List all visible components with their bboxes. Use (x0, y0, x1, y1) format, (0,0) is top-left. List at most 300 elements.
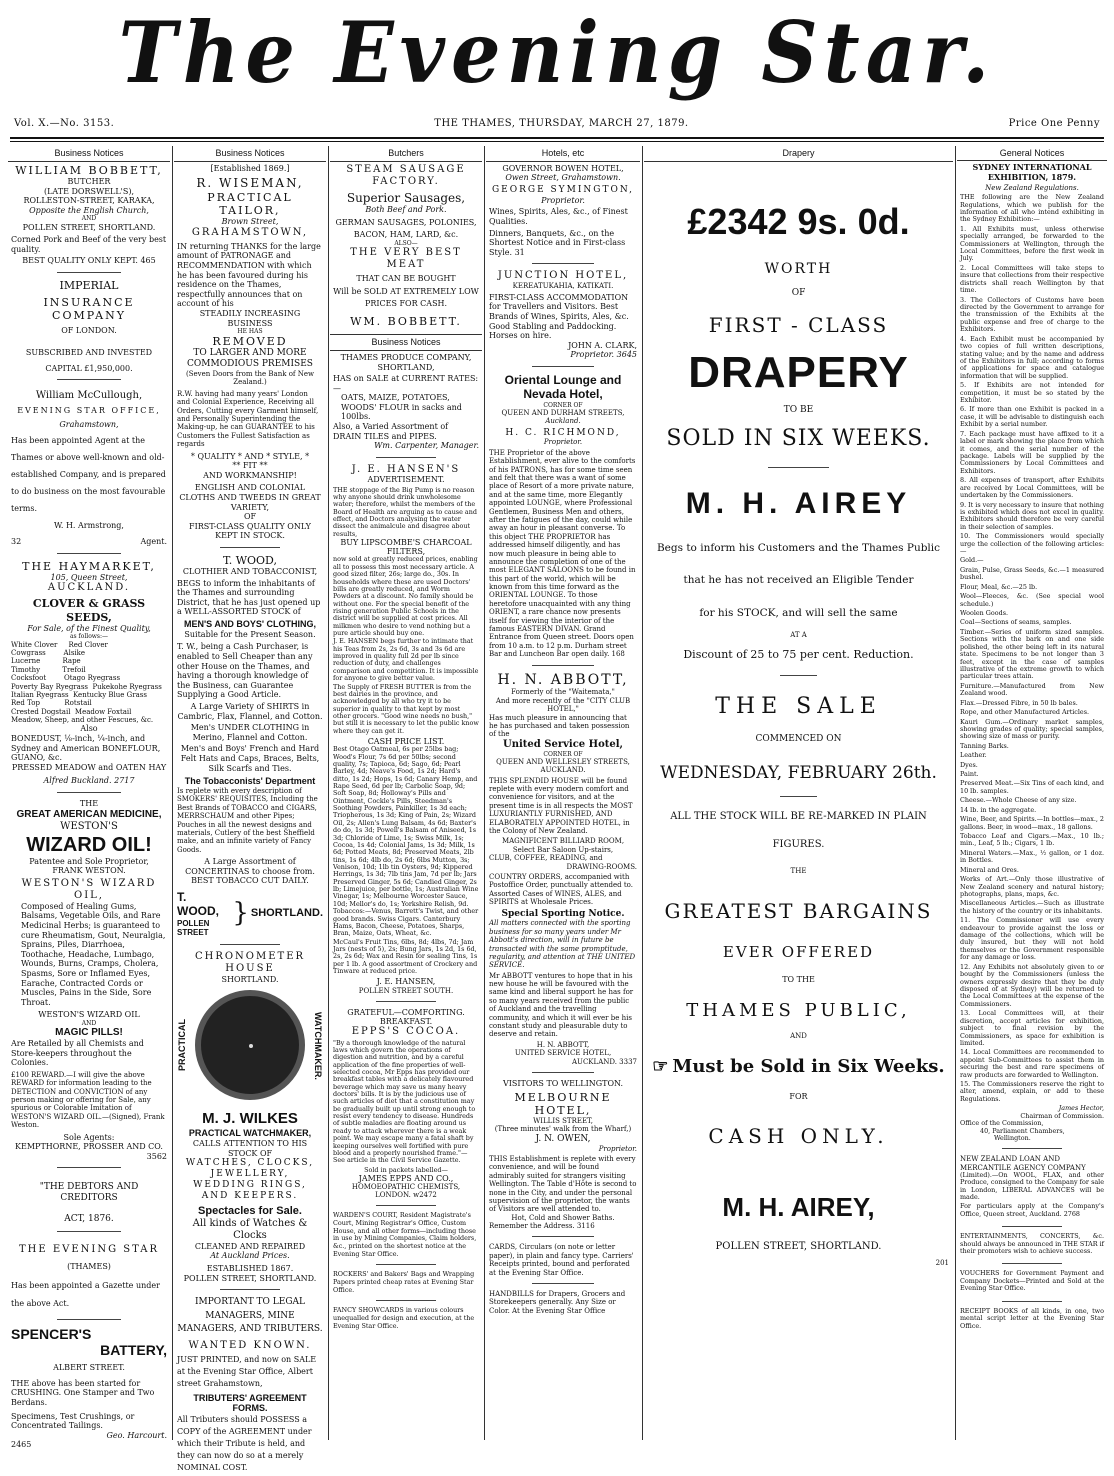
ad-title: MELBOURNE HOTEL, (514, 1090, 612, 1117)
divider (376, 1300, 437, 1301)
ad-line: 105, Queen Street, (50, 572, 128, 582)
ad-body: THE above has been started for CRUSHING. One Stamper and Two Berdans. (11, 1378, 155, 1407)
ad-haymarket (8, 558, 170, 788)
ad-line: Agent. (140, 537, 167, 547)
ad-body: All matters connected with the sporting business for so many years under Mr Abbott's direction, will in future be transacted with the same promptitude, regularity, and attention at THE UNITED SERVICE. (489, 919, 636, 970)
ad-line: AND (81, 1019, 97, 1027)
seed-list-item: Cowgrass Alsike (11, 648, 86, 657)
section-header: Drapery (644, 146, 953, 162)
regulation-item: Tobacco Leaf and Cigars.—Max., 10 lb.; min., Leaf, 5 lb.; Cigars, 1 lb. (960, 831, 1104, 848)
top-rule-thin (10, 141, 1104, 142)
ad-heading: SHORTLAND. (250, 907, 323, 920)
column-divider (172, 146, 173, 1440)
ad-line: AUCKLAND. 3337 (572, 1057, 637, 1066)
notice-intro: THE following are the New Zealand Regulations, which we publish for the information of all who intend exhibiting in the Sydney Exhibition:— (960, 193, 1104, 224)
ad-line: Proprietor. (543, 438, 583, 447)
ad-wizard-oil (8, 797, 170, 1163)
divider (57, 379, 122, 380)
seed-list-item: Red Top Rotstail (11, 699, 92, 708)
ad-body: CARDS, Circulars (on note or letter paper), in plain and fancy type. Carriers' Receipts printed, bound and perforated at the Evening Star Office. (489, 1243, 634, 1277)
notice-loan (957, 1153, 1107, 1222)
notice-line: Office of the Commission, (960, 1119, 1044, 1128)
ad-line: EVENING STAR OFFICE, (17, 406, 161, 416)
divider (376, 1205, 437, 1206)
notice-line: Wellington. (994, 1134, 1031, 1143)
divider (532, 263, 594, 264)
ad-fancy (330, 1305, 482, 1332)
regulations-list (960, 226, 1104, 1104)
ad-title: J. E. HANSEN'S (351, 463, 461, 475)
ad-line: WILLIS STREET, (533, 1116, 593, 1125)
ad-epps-cocoa (330, 1006, 482, 1202)
ad-line: CLOTHIER AND TOBACCONIST, (182, 567, 318, 577)
ad-body: ROCKERS' and Bakers' Bags and Wrapping Papers printed cheap rates at Evening Star Office. (333, 1270, 475, 1294)
divider (780, 796, 817, 797)
ad-line: WESTON'S (60, 820, 118, 832)
drapery-line: ALL THE STOCK WILL BE RE-MARKED IN PLAIN (670, 810, 927, 822)
regulation-item: 9. It is very necessary to insure that nothing is exhibited which does not excel in quality. Exhibitors should therefore be very careful in their selection of samples. (960, 500, 1104, 531)
ad-heading: T. WOOD, (177, 889, 219, 919)
ad-line: A Large Variety of SHIRTS in Cambric, Flax, Flannel, and Cotton. (177, 702, 323, 721)
ad-line: CORNER OF (543, 401, 583, 409)
ad-body: McCaul's Fruit Tins, 6lbs, 8d; 4lbs, 7d; Jam Jars (nests of 5), 2s; Bung Jars, 1s 2d, 1s 6d, 2s, 2s 6d; Wax and Resin for sealing Tins, 1s per 1 lb. A good assortment of Crockery and Tinware at reduced price. (333, 937, 478, 976)
ad-heading: Superior Sausages, (346, 190, 466, 205)
ad-body: Wines, Spirits, Ales, &c., of Finest Qualities. (489, 207, 628, 226)
ad-line: HE HAS (237, 328, 263, 336)
ad-heading: GRATEFUL—COMFORTING. (347, 1007, 465, 1017)
regulation-item: Kauri Gum.—Ordinary market samples, showing grades of quality; special samples, showing size of mass or purity. (960, 717, 1104, 741)
ad-heading: IMPORTANT TO LEGAL MANAGERS, MINE MANAGERS, AND TRIBUTERS. (177, 1297, 323, 1335)
divider (220, 1289, 281, 1290)
ad-line: MAGNIFICENT BILLIARD ROOM, (501, 837, 625, 846)
ad-imperial (8, 277, 170, 375)
ad-signature: Geo. Harcourt. (106, 1430, 167, 1440)
ad-body: WARDEN'S COURT, Resident Magistrate's Court, Mining Registrar's Office, Custom House, and all other forms—including those in use by Mining Companies, Claim holders, &c., printed on the shortest notice at the Evening Star Office. (333, 1211, 477, 1258)
ad-line: Sold in packets labelled— (364, 1165, 448, 1174)
notice-body: RECEIPT BOOKS of all kinds, in one, two mental script letter at the Evening Star Office. (960, 1306, 1104, 1330)
drapery-line: TO BE (783, 405, 814, 416)
section-header: Business Notices (330, 334, 482, 351)
drapery-line: FOR (789, 1092, 808, 1102)
ad-line: BREAKFAST. (379, 1016, 433, 1026)
discount-line: Discount of 25 to 75 per cent. Reduction. (683, 647, 914, 661)
ad-heading: BUY LIPSCOMBE'S CHARCOAL FILTERS, (340, 538, 472, 557)
ad-line: PRACTICAL TAILOR, (207, 190, 293, 217)
ad-heading: WANTED KNOWN. (188, 1339, 312, 1351)
ad-heading: MAGIC PILLS! (55, 1027, 123, 1039)
ad-line: PRICES FOR CASH. (364, 299, 448, 309)
seed-list-item: White Clover Red Clover (11, 640, 108, 649)
divider (1002, 1301, 1062, 1302)
section-header: Business Notices (174, 146, 326, 162)
ad-side-label: WATCHMAKER. (313, 1011, 323, 1080)
regulation-item: 7. Each package must have affixed to it a label or mark showing the place from which it comes, and the serial number of the package. Labels will be supplied by the Commissioners by Local Committees and Exhibitors. (960, 429, 1104, 475)
masthead (0, 0, 1114, 108)
ad-line: WATCHES, CLOCKS, JEWELLERY, WEDDING RINGS, AND KEEPERS. (185, 1158, 315, 1201)
ad-title: EPPS'S COCOA. (351, 1026, 461, 1037)
ad-junction (486, 268, 640, 362)
divider (376, 1001, 437, 1002)
notice-body: For particulars apply at the Company's Office, Queen street, Auckland. 2768 (960, 1202, 1104, 1218)
notice-body: VOUCHERS for Government Payment and Company Dockets—Printed and Sold at the Evening Star Office. (960, 1269, 1104, 1293)
top-rule (10, 137, 1104, 139)
ad-mccullough (8, 384, 170, 548)
drapery-line: COMMENCED ON (755, 734, 842, 745)
regulation-item: Grain, Pulse, Grass Seeds, &c.—1 measured bushel. (960, 565, 1104, 582)
ad-line: A Large Assortment of CONCERTINAS to choose from. (185, 857, 315, 876)
ad-body: Composed of Healing Gums, Balsams, Vegetable Oils, and Rare Medicinal Herbs; is guaranteed to cure Rheumatism, Gout, Neuralgia, Sprains, Piles, Diarrhoea, Toothache, Headache, Lumbago, Wounds, Burns, Cramps, Cholera, Spasms, Sore or Inflamed Eyes, Earache, Contracted Cords or Muscles, Pains in the Side, Sore Throat. (21, 901, 166, 1007)
ad-title: IMPERIAL (59, 278, 119, 292)
ad-cards (486, 1241, 640, 1279)
ad-wilkes (174, 1108, 326, 1285)
ad-line: QUEEN AND WELLESLEY STREETS, AUCKLAND. (496, 757, 630, 775)
ad-line: CLEANED AND REPAIRED (194, 1241, 306, 1251)
ad-line: OF LONDON. (61, 326, 117, 336)
ad-title: Oriental Lounge and Nevada Hotel, (504, 372, 622, 402)
divider (376, 1264, 437, 1265)
ad-body: Has been appointed Agent at the Thames or above well-known and old-established Company, and is prepared to do business on the most favourable terms. (11, 436, 166, 513)
column-divider (955, 146, 956, 1440)
seed-list-item: Timothy Trefoil (11, 665, 86, 674)
ad-name: M. J. WILKES (202, 1110, 298, 1128)
ad-body: IN returning THANKS for the large amount of PATRONAGE and RECOMMENDATION with which he has been favoured during his residence on the Thames, respectfully announces that on account of his (177, 241, 321, 309)
ad-line: Remember the Address. 3116 (489, 1222, 595, 1231)
ad-line: KEMPTHORNE, PROSSER AND CO. (15, 1142, 163, 1152)
notice-line: 40, Parliament Chambers, (980, 1126, 1065, 1135)
ad-line: "THE DEBTORS AND CREDITORS (39, 1182, 139, 1204)
ad-body: Has been appointed a Gazette under the above Act. (11, 1281, 160, 1308)
drapery-line: THE (790, 866, 807, 875)
ad-signature: WM. BOBBETT. (350, 314, 462, 328)
ad-body: Best Otago Oatmeal, 6s per 25lbs bag; Wood's Flour, 7s 6d per 50lbs; second quality, 7s; Tapioca, 6d; Sago, 6d; Pearl Barley, 4d; Neave's Food, 1s 2d; Hard's ditto, 1s 2d; Hops, 1s 6d; Canary Hemp, and Rape Seed, 6d per lb; Carbolic Soap, 9d; Soft Soap, 8d; Holloway's Pills and Ointment, Cockle's Pills, Steedman's Soothing Powders, Painkiller, 1s 3d each; Triopherous, 1s 3d; King of Pain, 2s; Wizard Oil, 2s; Allen's Lung Balsam, 4s 6d; Baxter's do do, 1s 3d; Powell's Balsam of Aniseed, 1s 3d; Chloride of Lime, 1s; Swiss Milk, 1s; Cocoa, 1s 4d; Colonial Jams, 1s 3d; Milk, 1s 6d; Potted Meats, 8d; Preserved Meats, 2lb tins, 1s 6d; 4lb do, 2s 6d; 6lbs Mutton, 3s; Venison, 10d; 1lb tin Oysters, 9d; Kippered Herrings, 1s 3d; 7lb tins Jam, 7d per lb; Jars Preserved Ginger, 5s 6d; Candied Ginger, 2s lb; Limejuice, per bottle, 1s; Australian Wine Vinegar, 1s; Melbourne Worcester Sauce, 10d; Mellor's do, 1s; Yorkshire Relish, 9d. Tobaccos:—Venus, Barrett's Twist, and other good brands. Swiss Cigars. Canterbury Hams, Bacon, Cheese, Potatoes, Sharps, Bran, Maize, Oats, Wheat, &c. (333, 745, 479, 938)
ad-line: THE (79, 799, 99, 809)
ad-line: WESTON'S WIZARD OIL, (21, 877, 157, 901)
regulation-item: Coal—Sections of seams, samples. (960, 618, 1072, 627)
divider (220, 547, 281, 548)
ad-line: ESTABLISHED 1867. (206, 1264, 294, 1273)
ad-body: £100 REWARD.—I will give the above REWARD for information leading to the DETECTION and CONVICTION of any person making or offering for Sale, any spurious or Colorable Imitation of WESTON'S WIZARD OIL.—(Signed), Frank Weston. (11, 1070, 165, 1130)
ad-debtors (8, 1172, 170, 1226)
ad-produce (330, 351, 482, 453)
drapery-heading: GREATEST BARGAINS (664, 898, 933, 923)
divider (1002, 1148, 1062, 1149)
ad-line: Proprietor. (541, 195, 585, 205)
drapery-line: Begs to inform his Customers and the Thames Public (656, 541, 941, 554)
column-business-notices-1 (8, 146, 170, 1450)
seed-list-item: Meadow, Sheep, and other Fescues, &c. (11, 716, 154, 725)
regulation-item: Rope, and other Manufactured Articles. (960, 708, 1090, 717)
column-drapery (644, 146, 953, 1440)
ad-title: JUNCTION HOTEL, (497, 270, 629, 282)
ad-line: TO LARGER AND MORE COMMODIOUS PREMISES (187, 348, 313, 370)
ad-steam-sausage (330, 162, 482, 330)
ad-line: POLLEN STREET, SHORTLAND. (22, 222, 156, 232)
section-header: Business Notices (8, 146, 170, 162)
ad-heading: WIZARD OIL! (26, 833, 152, 856)
column-general-notices (957, 146, 1107, 1440)
ad-line: ENGLISH AND COLONIAL CLOTHS AND TWEEDS IN GREAT VARIETY, (179, 483, 321, 512)
ad-body: Also, a Varied Assortment of DRAIN TILES and PIPES. (333, 422, 449, 441)
ad-heading: Special Sporting Notice. (501, 908, 625, 919)
ad-body: All Tributers should POSSESS a COPY of the AGREEMENT under which their Tribute is held, and they can now do so at a merely NOMINAL COST. (177, 1415, 312, 1473)
ad-line: ROLLESTON-STREET, KARAKA, (23, 196, 155, 206)
ad-line: And more recently of the "CITY CLUB HOTEL," (495, 696, 631, 714)
clock-image (195, 990, 305, 1100)
ad-oriental (486, 371, 640, 661)
ad-body: FIRST-CLASS ACCOMMODATION for Travellers and Visitors. Best Brands of Wines, Spirits, Ales, &c. Good Stabling and Paddocking. Horses on hire. (489, 292, 629, 341)
ad-body: HANDBILLS for Drapers, Grocers and Storekeepers generally. Any Size or Color. At the Evening Star Office (489, 1290, 626, 1315)
ad-body: The Supply of FRESH BUTTER is from the best dairies in the province, and acknowledged by all who try it to be superior in quality to that kept by most other grocers. "Good wine needs no bush," but still it is necessary to let the public know where they can get it. (333, 682, 479, 735)
ad-wiseman (174, 162, 326, 543)
ad-line: CORNER OF (543, 750, 583, 758)
ad-body: Is replete with every description of SMOKERS' REQUISITES, Including the Best Brands of TOBACCO and CIGARS, MERRSCHAUM and other Pipes; Pouches in all the newest designs and materials, Cutlery of the best Sheffield make, and an infinite variety of Fancy Goods. (177, 786, 318, 854)
drapery-line: FIRST - CLASS (708, 312, 889, 337)
ad-line: THAT CAN BE BOUGHT (356, 274, 456, 284)
regulation-item: 3. The Collectors of Customs have been directed by the Government to arrange for the transmission of the Exhibits at the public expense and free of charge to the Exhibitors. (960, 295, 1104, 334)
ad-line: FRANK WESTON. (52, 866, 126, 876)
ad-line: Opposite the English Church, (29, 205, 149, 215)
ad-body: J. E. HANSEN begs further to intimate that his Teas from 2s, 2s 6d, 3s and 3s 6d are improved in quality full 2d per lb since reduction of duty, and challenges comparison and competition. It is impossible for anyone to give better value. (333, 637, 479, 683)
ad-line: Both Beef and Pork. (365, 205, 447, 215)
ad-spencer (8, 1324, 170, 1452)
divider (532, 1236, 594, 1237)
ad-heading: TRIBUTERS' AGREEMENT FORMS. (193, 1392, 307, 1414)
ad-line: Men's UNDER CLOTHING in Merino, Flannel and Cotton. (190, 723, 310, 742)
ad-body: FANCY SHOWCARDS in various colours unequalled for design and execution, at the Evening Star Office. (333, 1306, 475, 1330)
ad-line: UNITED SERVICE HOTEL, (514, 1049, 612, 1058)
drapery-emphasis (644, 1056, 953, 1078)
notice-vouchers (957, 1268, 1107, 1296)
ad-line: JAMES EPPS AND CO., (358, 1173, 454, 1183)
drapery-heading: THAMES PUBLIC, (686, 1000, 911, 1022)
regulation-item: 11. The Commissioner will use every endeavour to provide against the loss or damage of the collections, which will be duly insured, but they will not hold themselves or the Government responsible for any damage or loss. (960, 916, 1104, 962)
regulation-item: 15. The Commissioners reserve the right to alter, amend, explain, or add to these Regulations. (960, 1080, 1104, 1103)
ad-line: Formerly of the "Waitemata," (511, 688, 615, 697)
ad-title: INSURANCE COMPANY (43, 296, 135, 323)
divider (57, 792, 122, 793)
divider (220, 944, 281, 945)
ad-line: At Auckland Prices. (210, 1251, 290, 1261)
regulation-item: Mineral Waters.—Max., ½ gallon, or 1 doz. in Bottles. (960, 848, 1104, 865)
column-divider (484, 146, 485, 1440)
ad-line: Proprietor. (598, 1144, 637, 1153)
notice-title: NEW ZEALAND LOAN AND MERCANTILE AGENCY COMPANY (960, 1155, 1086, 1172)
ad-chronometer (174, 949, 326, 1109)
ad-line: CAPITAL £1,950,000. (45, 363, 133, 373)
divider (57, 1231, 122, 1232)
ad-hansen (330, 462, 482, 997)
ad-line: KEREATUKAHIA, KATIKATI. (512, 282, 614, 291)
divider (57, 553, 122, 554)
ad-name: WILLIAM BOBBETT, (15, 163, 163, 177)
ad-body: Corned Pork and Beef of the very best quality. (11, 235, 167, 254)
ad-line: BACON, HAM, LARD, &c. (353, 230, 459, 240)
ad-name: William McCullough, (35, 390, 143, 402)
ad-line: BEST QUALITY ONLY KEPT. 465 (22, 256, 156, 266)
regulation-item: Cheese.—Whole Cheese of any size. (960, 796, 1077, 805)
issue-date: THE THAMES, THURSDAY, MARCH 27, 1879. (434, 118, 689, 129)
ad-body: "By a thorough knowledge of the natural laws which govern the operations of digestion and nutrition, and by a careful application of the fine properties of well-selected cocoa, Mr Epps has provided our breakfast tables with a delicately flavoured beverage which may save us many heavy doctors' bills. It is by the judicious use of such articles of diet that a constitution may be gradually built up until strong enough to resist every tendency to disease. Hundreds of subtle maladies are floating around us ready to attack wherever there is a weak point. We may escape many a fatal shaft by keeping ourselves well fortified with pure blood and a properly nourished frame."—See article in the Civil Service Gazette. (333, 1038, 476, 1165)
ad-line: CALLS ATTENTION TO HIS STOCK OF (192, 1139, 308, 1158)
regulation-item: Preserved Meat.—Six Tins of each kind, and 10 lb. samples. (960, 779, 1104, 795)
ad-name: J. N. OWEN, (535, 1133, 591, 1144)
ad-body: OATS, MAIZE, POTATOES, WOODS' FLOUR in sacks and 100lbs. (341, 393, 462, 422)
ad-body: Are Retailed by all Chemists and Store-keepers throughout the Colonies. (11, 1039, 144, 1068)
ad-line: Brown Street, (221, 217, 279, 227)
ad-line: STEADILY INCREASING BUSINESS (199, 308, 301, 328)
notice-receipts (957, 1306, 1107, 1334)
ad-line: For Sale, of the Finest Quality, (27, 623, 151, 633)
drapery-line: OF (791, 287, 806, 298)
divider (780, 675, 817, 676)
ad-number: 2465 (11, 1440, 32, 1450)
ad-body: THE stoppage of the Big Pump is no reason why anyone should drink unwholesome water; therefore, whilst the members of the Board of Health are arguing as to cause and effect, and Doctors analysing the water dissect the animalcule and disagree about results, (333, 485, 477, 538)
ad-line: WESTON'S WIZARD OIL (38, 1010, 140, 1020)
regulation-item: Wine, Beer, and Spirits.—In bottles—max., 2 gallons. Beer, in wood—max., 18 gallons. (960, 815, 1104, 831)
ad-line: (Three minutes' walk from the Wharf,) (494, 1125, 632, 1134)
notice-subtitle: New Zealand Regulations. (985, 183, 1079, 192)
divider (1002, 1263, 1062, 1264)
ad-heading: GREAT AMERICAN MEDICINE, (16, 808, 162, 820)
regulation-item: Gold.— (960, 556, 984, 565)
ad-heading: Spectacles for Sale. (198, 1204, 302, 1217)
ad-heading: PRACTICAL WATCHMAKER, (188, 1128, 312, 1139)
ad-line: ALSO— (394, 239, 418, 247)
must-sell-line: Must be Sold in Six Weeks. (672, 1056, 945, 1078)
ad-heading: CLOVER & GRASS SEEDS, (32, 597, 146, 624)
ad-line: [Established 1869.] (210, 163, 290, 173)
regulation-item: Tanning Barks. (960, 741, 1009, 750)
ad-number: 201 (935, 1258, 949, 1267)
notice-body: (Limited).—On WOOL, FLAX, and other Produce, consigned to the Company for sale in London, LIBERAL ADVANCES will be made. (960, 1170, 1104, 1201)
drapery-line: EVER OFFERED (722, 942, 875, 961)
seed-list-item: Cocksfoot Otago Ryegrass (11, 674, 121, 683)
ad-body: Mr ABBOTT ventures to hope that in his new house he will be favoured with the same kind and liberal support he has for so many years received from the public of Auckland and the travelling community, and which it will ever be his constant study and pleasurable duty to deserve and retain. (489, 971, 634, 1039)
ad-line: Hot, Cold and Shower Baths. (511, 1213, 615, 1222)
ad-melbourne (486, 1077, 640, 1232)
ad-line: GRAHAMSTOWN, (191, 226, 309, 238)
divider (57, 272, 122, 273)
column-divider (328, 146, 329, 1440)
regulation-item: Works of Art.—Only those illustrative of New Zealand scenery and natural history; photographs, plans, maps, &c. (960, 875, 1104, 898)
ad-line: Grahamstown, (59, 419, 119, 429)
regulation-item: Miscellaneous Articles.—Such as illustrate the history of the country or its inhabitants. (960, 899, 1104, 915)
notice-entertainments (957, 1231, 1107, 1259)
divider (57, 1167, 122, 1168)
drapery-line: TO THE (782, 974, 815, 984)
section-header: General Notices (957, 146, 1107, 161)
ad-line: POLLEN STREET, SHORTLAND. (183, 1273, 317, 1283)
ad-line: GERMAN SAUSAGES, POLONIES, (335, 217, 477, 227)
regulation-item: Paint. (960, 770, 979, 779)
regulation-item: 12. Any Exhibits not absolutely given to or bought by the Commissioners (unless the owners expressly desire that they be duly disposed of at Sydney) will be returned to the Local Committees at the expense of the Commissioners. (960, 962, 1104, 1008)
ad-body: Specimens, Test Crushings, or Concentrated Tailings. (11, 1411, 135, 1431)
seed-list-item: Crested Dogstail Meadow Foxtail (11, 707, 132, 716)
regulation-item: 14 lb. in the aggregate. (960, 805, 1037, 814)
ad-heading: VISITORS TO WELLINGTON. (502, 1079, 624, 1088)
divider (768, 467, 830, 468)
regulation-item: 4. Each Exhibit must be accompanied by two copies of full written descriptions, stating value; and by the name and address of the Exhibitors in full; according to forms of applications for space and catalogue information that will be supplied. (960, 334, 1104, 380)
ad-line: Patentee and Sole Proprietor, (29, 856, 149, 866)
ad-name: H. C. RICHMOND, (505, 427, 621, 438)
ad-side-label: PRACTICAL (177, 1019, 187, 1072)
notice-line: Chairman of Commission. (1020, 1111, 1104, 1120)
ad-signature: Wm. Carpenter, Manager. (374, 441, 479, 451)
drapery-line: AND (790, 1032, 807, 1041)
regulation-item: Flour, Meal, &c.—25 lb. (960, 582, 1038, 591)
ad-line: HOMOEOPATHIC CHEMISTS, (351, 1183, 461, 1192)
ad-line: ALBERT STREET. (53, 1363, 125, 1373)
notice-body: ENTERTAINMENTS, CONCERTS, &c. should always be announced in THE STAR if their promoters wish to achieve success. (960, 1232, 1104, 1256)
regulation-item: Dyes. (960, 760, 978, 769)
ad-body: THE Proprietor of the above Establishment, ever alive to the comforts of his PATRONS, has for some time seen and felt that there was a want of some place of Resort of a more private nature, and at the same time, more Elegantly appointed LOUNGE, where Professional Gentlemen, Business Men and others, after the fatigues of the day, could while away an hour in pleasant converse. To this object THE PROPRIETOR has addressed himself diligently, and has now much pleasure in being able to announce the completion of one of the most ELEGANT SALOONS to be found in this part of the world, which will be known from this time forward as the ORIENTAL LOUNGE. To those heretofore unacquainted with any thing ORIENT, a rare chance now presents itself for viewing the interior of the famous EASTERN DIVAN. Grand Entrance from Queen street. Doors open from 10 a.m. to 12 p.m. Durham street Bar and Luncheon Bar open daily. 168 (489, 448, 636, 659)
ad-line: Also (80, 724, 98, 734)
ad-line: Will be SOLD AT EXTREMELY LOW (333, 286, 479, 296)
ad-body: Assorted Cases of WINES, ALES, and SPIRITS at Wholesale Prices. (489, 889, 622, 907)
sale-amount: £2342 9s. 0d. (687, 200, 910, 242)
ad-line: Sole Agents: (63, 1132, 115, 1142)
merchant-name: M. H. AIREY, (722, 1191, 875, 1222)
ad-body: Dinners, Banquets, &c., on the Shortest Notice and in First-class Style. 31 (489, 228, 626, 257)
regulation-item: 8. All expenses of transport, after Exhibits are received by Local Committees, will be undertaken by the Commissioners. (960, 476, 1104, 500)
ad-line: AUCKLAND. (47, 582, 131, 594)
regulation-item: 14. Local Committees are recommended to appoint Sub-Committees to assist them in securing the best and rare specimens of raw products are forwarded to Wellington. (960, 1048, 1104, 1079)
ad-line: ACT, 1876. (64, 1214, 114, 1225)
ad-abbott (486, 670, 640, 1068)
sale-date: WEDNESDAY, FEBRUARY 26th. (660, 763, 937, 784)
drapery-heading: THE SALE (715, 693, 882, 719)
ad-line: (THAMES) (67, 1261, 111, 1271)
ad-wood: T. WOOD, CLOTHIER AND TOBACCONIST, BEGS to inform the inhabitants of the Thames and surrounding District, that he has just opened up a WELL-ASSORTED STOCK of MEN'S AND BOYS' CLOTHING, Suitable for the Present Season. T. W., being a Cash Purchaser, is enabled to Sell Cheaper than any other House on the Thames, and having a thorough knowledge of the Business, can Guarantee Supplying a Good Article. A Large Variety of SHIRTS in Cambric, Flax, Flannel, and Cotton. Men's UNDER CLOTHING in Merino, Flannel and Cotton. Men's and Boys' French and Hard Felt Hats and Caps, Braces, Belts, Silk Scarfs and Ties. The Tobacconists' Department Is replete with every description of SMOKERS' REQUISITES, Including the Best Brands of TOBACCO and CIGARS, MERRSCHAUM and other Pipes; Pouches in all the newest designs and materials, Cutlery of the best Sheffield make, and an infinite variety of Fancy Goods. A Large Assortment of CONCERTINAS to choose from. BEST TOBACCO CUT DAILY. T. WOOD, POLLEN STREET } SHORTLAND. (177, 553, 323, 938)
notice-title: SYDNEY INTERNATIONAL EXHIBITION, 1879. (972, 162, 1092, 182)
ad-signature: JOHN A. CLARK, (568, 340, 637, 350)
ad-body: BONEDUST, ⅛-inch, ¼-inch, and Sydney and American BONEFLOUR, GUANO, &c. (11, 734, 161, 763)
ad-heading: BATTERY, (100, 1342, 167, 1359)
ad-line: CLUB, COFFEE, READING, and (489, 854, 603, 863)
ad-line: OF (243, 512, 257, 522)
regulation-item: Mineral and Ores. (960, 865, 1019, 874)
ad-line: PRESSED MEADOW and OATEN HAY (11, 762, 167, 772)
ad-title: STEAM SAUSAGE FACTORY. (346, 163, 466, 187)
ad-line: POLLEN STREET SOUTH. (358, 986, 454, 995)
drapery-line: WORTH (764, 260, 833, 277)
ad-important (174, 1294, 326, 1476)
ad-signature: J. E. HANSEN, (376, 977, 436, 987)
ad-line: FIRST-CLASS QUALITY ONLY KEPT IN STOCK. (189, 521, 311, 541)
ad-body: R.W. having had many years' London and Colonial Experience, Receiving all Orders, Cutting every Garment himself, and Personally Superintending the Making-up, he can GUARANTEE to his Customers the Fullest Satisfaction as regards (177, 389, 319, 449)
ad-line: as follows:— (69, 633, 109, 641)
ad-line: All kinds of Watches & Clocks (192, 1217, 308, 1241)
section-header: Butchers (330, 146, 482, 162)
drapery-line: FIGURES. (772, 838, 825, 850)
seed-list-item: Poverty Bay Ryegrass Pukekohe Ryegrass (11, 682, 162, 691)
ad-line: Men's and Boys' French and Hard Felt Hats and Caps, Braces, Belts, Silk Scarfs and Ties. (180, 744, 320, 773)
ad-number: 32 (11, 537, 22, 547)
ad-line: AND WORKMANSHIP! (203, 470, 297, 480)
ad-line: ADVERTISEMENT. (367, 475, 445, 485)
ad-title: THE HAYMARKET, (22, 559, 156, 573)
ad-bobbett (8, 162, 170, 268)
ad-line: ** FIT ** (232, 461, 268, 471)
divider (376, 457, 437, 458)
notice-exhibition (957, 161, 1107, 1144)
ad-line: SUBSCRIBED AND INVESTED (25, 348, 153, 358)
column-divider (642, 146, 643, 1440)
column-business-notices-2 (174, 146, 326, 1473)
divider (532, 665, 594, 666)
ad-name: T. WOOD, (223, 553, 277, 567)
divider (532, 1072, 594, 1073)
